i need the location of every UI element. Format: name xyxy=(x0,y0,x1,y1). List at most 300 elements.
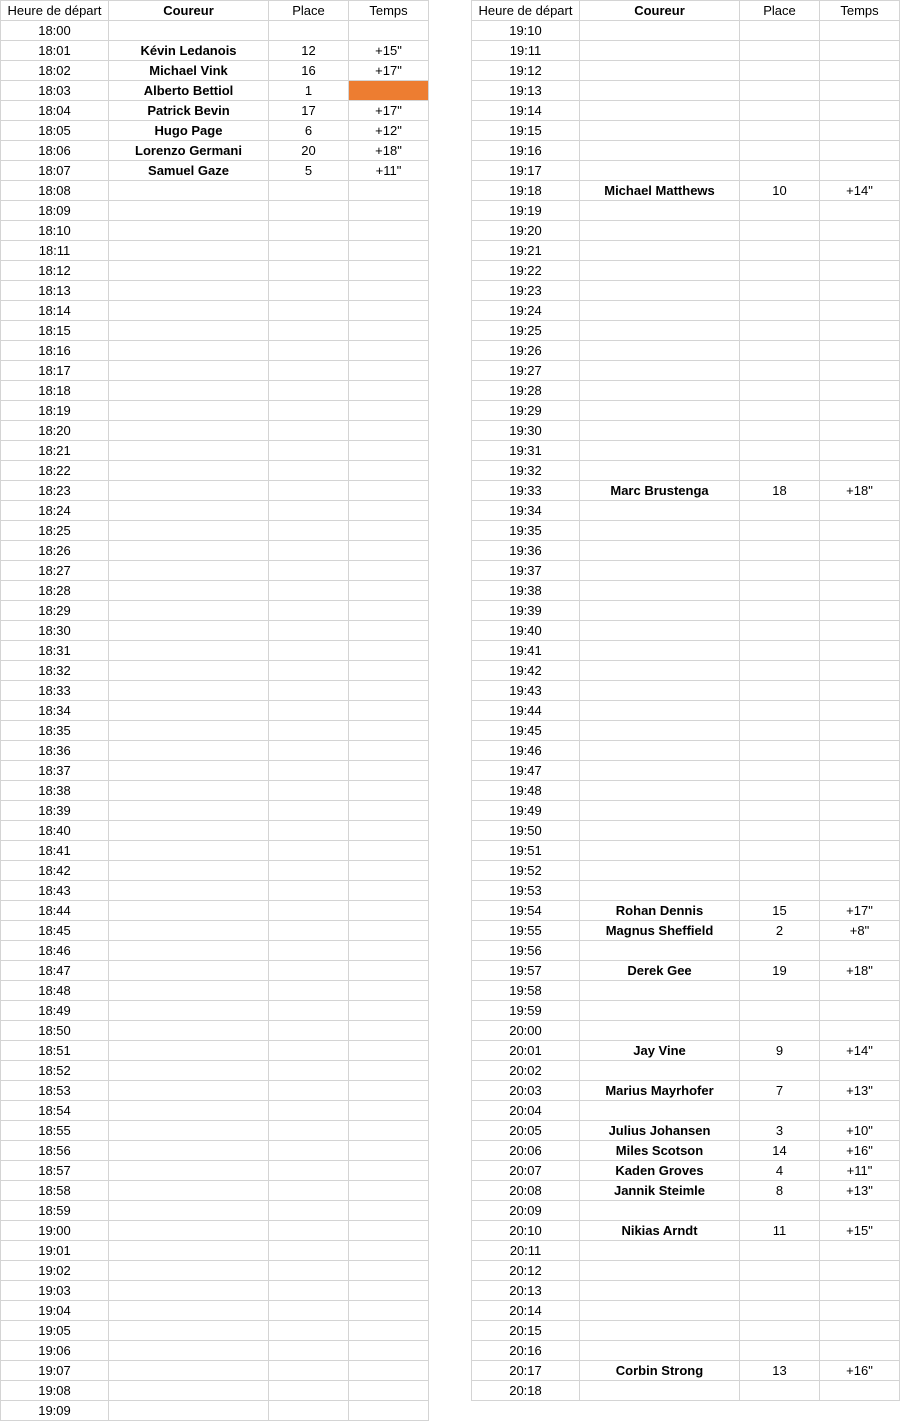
temps-cell[interactable] xyxy=(349,1221,429,1241)
time-cell[interactable]: 19:08 xyxy=(1,1381,109,1401)
place-cell[interactable] xyxy=(740,1341,820,1361)
temps-cell[interactable] xyxy=(820,41,900,61)
temps-cell[interactable] xyxy=(820,821,900,841)
time-cell[interactable]: 18:26 xyxy=(1,541,109,561)
temps-cell[interactable] xyxy=(820,601,900,621)
rider-cell[interactable] xyxy=(109,781,269,801)
time-cell[interactable]: 19:39 xyxy=(472,601,580,621)
place-cell[interactable] xyxy=(740,1301,820,1321)
place-cell[interactable] xyxy=(740,801,820,821)
time-cell[interactable]: 18:00 xyxy=(1,21,109,41)
temps-cell[interactable] xyxy=(349,741,429,761)
place-cell[interactable] xyxy=(269,941,349,961)
temps-cell[interactable] xyxy=(349,941,429,961)
temps-cell[interactable] xyxy=(349,1021,429,1041)
temps-cell[interactable] xyxy=(349,261,429,281)
time-cell[interactable]: 20:04 xyxy=(472,1101,580,1121)
rider-cell[interactable] xyxy=(580,121,740,141)
temps-cell[interactable] xyxy=(349,641,429,661)
place-cell[interactable] xyxy=(269,641,349,661)
temps-cell[interactable] xyxy=(820,841,900,861)
temps-cell[interactable] xyxy=(349,81,429,101)
rider-cell[interactable] xyxy=(580,501,740,521)
rider-cell[interactable] xyxy=(580,1341,740,1361)
place-cell[interactable] xyxy=(740,221,820,241)
time-cell[interactable]: 19:26 xyxy=(472,341,580,361)
rider-cell[interactable] xyxy=(109,561,269,581)
rider-cell[interactable] xyxy=(580,1281,740,1301)
place-cell[interactable] xyxy=(269,441,349,461)
temps-cell[interactable] xyxy=(349,721,429,741)
temps-cell[interactable] xyxy=(349,1001,429,1021)
rider-cell[interactable] xyxy=(109,681,269,701)
temps-cell[interactable] xyxy=(349,981,429,1001)
place-cell[interactable]: 16 xyxy=(269,61,349,81)
temps-cell[interactable] xyxy=(349,1401,429,1421)
rider-cell[interactable] xyxy=(580,341,740,361)
place-cell[interactable] xyxy=(269,901,349,921)
time-cell[interactable]: 18:01 xyxy=(1,41,109,61)
place-cell[interactable] xyxy=(269,1081,349,1101)
place-cell[interactable]: 15 xyxy=(740,901,820,921)
time-cell[interactable]: 19:52 xyxy=(472,861,580,881)
place-cell[interactable] xyxy=(269,1181,349,1201)
time-cell[interactable]: 19:11 xyxy=(472,41,580,61)
temps-cell[interactable] xyxy=(820,321,900,341)
time-cell[interactable]: 19:01 xyxy=(1,1241,109,1261)
place-cell[interactable] xyxy=(269,321,349,341)
temps-cell[interactable] xyxy=(820,141,900,161)
time-cell[interactable]: 19:29 xyxy=(472,401,580,421)
time-cell[interactable]: 18:48 xyxy=(1,981,109,1001)
rider-cell[interactable] xyxy=(109,401,269,421)
place-cell[interactable] xyxy=(269,921,349,941)
place-cell[interactable] xyxy=(740,1381,820,1401)
temps-cell[interactable] xyxy=(820,521,900,541)
rider-cell[interactable] xyxy=(580,21,740,41)
place-cell[interactable] xyxy=(740,741,820,761)
temps-cell[interactable] xyxy=(820,1101,900,1121)
place-cell[interactable] xyxy=(740,1001,820,1021)
time-cell[interactable]: 18:07 xyxy=(1,161,109,181)
time-cell[interactable]: 19:06 xyxy=(1,1341,109,1361)
temps-cell[interactable] xyxy=(349,1081,429,1101)
time-cell[interactable]: 19:40 xyxy=(472,621,580,641)
time-cell[interactable]: 18:18 xyxy=(1,381,109,401)
time-cell[interactable]: 20:11 xyxy=(472,1241,580,1261)
time-cell[interactable]: 18:49 xyxy=(1,1001,109,1021)
rider-cell[interactable] xyxy=(580,981,740,1001)
temps-cell[interactable] xyxy=(349,181,429,201)
time-cell[interactable]: 19:18 xyxy=(472,181,580,201)
place-cell[interactable] xyxy=(269,561,349,581)
time-cell[interactable]: 20:13 xyxy=(472,1281,580,1301)
temps-cell[interactable] xyxy=(349,841,429,861)
temps-cell[interactable] xyxy=(349,701,429,721)
time-cell[interactable]: 18:28 xyxy=(1,581,109,601)
rider-cell[interactable] xyxy=(580,821,740,841)
header-cell-place[interactable]: Place xyxy=(269,1,349,21)
temps-cell[interactable] xyxy=(820,261,900,281)
rider-cell[interactable]: Patrick Bevin xyxy=(109,101,269,121)
rider-cell[interactable] xyxy=(580,321,740,341)
rider-cell[interactable] xyxy=(580,241,740,261)
temps-cell[interactable] xyxy=(349,281,429,301)
rider-cell[interactable] xyxy=(580,1241,740,1261)
time-cell[interactable]: 19:48 xyxy=(472,781,580,801)
temps-cell[interactable] xyxy=(349,1101,429,1121)
temps-cell[interactable] xyxy=(820,401,900,421)
temps-cell[interactable]: +13" xyxy=(820,1181,900,1201)
time-cell[interactable]: 18:30 xyxy=(1,621,109,641)
temps-cell[interactable] xyxy=(349,1321,429,1341)
place-cell[interactable]: 18 xyxy=(740,481,820,501)
place-cell[interactable] xyxy=(740,321,820,341)
temps-cell[interactable]: +17" xyxy=(820,901,900,921)
place-cell[interactable]: 17 xyxy=(269,101,349,121)
temps-cell[interactable] xyxy=(349,501,429,521)
rider-cell[interactable] xyxy=(580,221,740,241)
temps-cell[interactable]: +10" xyxy=(820,1121,900,1141)
place-cell[interactable] xyxy=(740,1021,820,1041)
temps-cell[interactable] xyxy=(349,201,429,221)
place-cell[interactable] xyxy=(269,1041,349,1061)
rider-cell[interactable] xyxy=(580,401,740,421)
rider-cell[interactable] xyxy=(580,1061,740,1081)
rider-cell[interactable]: Corbin Strong xyxy=(580,1361,740,1381)
time-cell[interactable]: 18:50 xyxy=(1,1021,109,1041)
place-cell[interactable]: 10 xyxy=(740,181,820,201)
rider-cell[interactable] xyxy=(580,881,740,901)
rider-cell[interactable] xyxy=(109,201,269,221)
place-cell[interactable] xyxy=(740,701,820,721)
time-cell[interactable]: 20:05 xyxy=(472,1121,580,1141)
time-cell[interactable]: 18:16 xyxy=(1,341,109,361)
place-cell[interactable]: 4 xyxy=(740,1161,820,1181)
temps-cell[interactable] xyxy=(349,401,429,421)
temps-cell[interactable] xyxy=(820,861,900,881)
rider-cell[interactable] xyxy=(109,1141,269,1161)
place-cell[interactable] xyxy=(269,1341,349,1361)
place-cell[interactable] xyxy=(740,121,820,141)
place-cell[interactable] xyxy=(269,861,349,881)
time-cell[interactable]: 19:47 xyxy=(472,761,580,781)
place-cell[interactable] xyxy=(269,781,349,801)
time-cell[interactable]: 20:14 xyxy=(472,1301,580,1321)
rider-cell[interactable] xyxy=(580,581,740,601)
place-cell[interactable] xyxy=(269,1401,349,1421)
place-cell[interactable] xyxy=(269,1321,349,1341)
time-cell[interactable]: 19:43 xyxy=(472,681,580,701)
rider-cell[interactable] xyxy=(109,1161,269,1181)
rider-cell[interactable] xyxy=(109,1101,269,1121)
place-cell[interactable] xyxy=(269,1141,349,1161)
time-cell[interactable]: 19:53 xyxy=(472,881,580,901)
place-cell[interactable] xyxy=(740,101,820,121)
time-cell[interactable]: 19:17 xyxy=(472,161,580,181)
temps-cell[interactable] xyxy=(349,881,429,901)
time-cell[interactable]: 19:27 xyxy=(472,361,580,381)
temps-cell[interactable]: +15" xyxy=(349,41,429,61)
time-cell[interactable]: 19:46 xyxy=(472,741,580,761)
time-cell[interactable]: 19:38 xyxy=(472,581,580,601)
place-cell[interactable] xyxy=(740,881,820,901)
temps-cell[interactable] xyxy=(349,1041,429,1061)
place-cell[interactable] xyxy=(269,401,349,421)
temps-cell[interactable] xyxy=(820,121,900,141)
temps-cell[interactable] xyxy=(820,161,900,181)
temps-cell[interactable] xyxy=(349,601,429,621)
rider-cell[interactable] xyxy=(580,941,740,961)
time-cell[interactable]: 20:09 xyxy=(472,1201,580,1221)
place-cell[interactable] xyxy=(269,1221,349,1241)
place-cell[interactable] xyxy=(740,61,820,81)
rider-cell[interactable] xyxy=(580,1001,740,1021)
place-cell[interactable] xyxy=(269,421,349,441)
place-cell[interactable] xyxy=(740,821,820,841)
rider-cell[interactable] xyxy=(109,181,269,201)
place-cell[interactable] xyxy=(269,481,349,501)
rider-cell[interactable] xyxy=(109,661,269,681)
rider-cell[interactable] xyxy=(109,241,269,261)
temps-cell[interactable]: +16" xyxy=(820,1361,900,1381)
time-cell[interactable]: 18:13 xyxy=(1,281,109,301)
time-cell[interactable]: 18:25 xyxy=(1,521,109,541)
time-cell[interactable]: 18:54 xyxy=(1,1101,109,1121)
temps-cell[interactable] xyxy=(349,421,429,441)
temps-cell[interactable]: +8" xyxy=(820,921,900,941)
place-cell[interactable] xyxy=(740,761,820,781)
place-cell[interactable] xyxy=(740,621,820,641)
time-cell[interactable]: 20:07 xyxy=(472,1161,580,1181)
place-cell[interactable] xyxy=(269,1361,349,1381)
time-cell[interactable]: 18:02 xyxy=(1,61,109,81)
time-cell[interactable]: 19:57 xyxy=(472,961,580,981)
place-cell[interactable] xyxy=(740,341,820,361)
place-cell[interactable] xyxy=(740,721,820,741)
time-cell[interactable]: 19:05 xyxy=(1,1321,109,1341)
time-cell[interactable]: 18:45 xyxy=(1,921,109,941)
rider-cell[interactable] xyxy=(109,441,269,461)
temps-cell[interactable]: +17" xyxy=(349,101,429,121)
rider-cell[interactable] xyxy=(109,301,269,321)
place-cell[interactable] xyxy=(269,961,349,981)
rider-cell[interactable] xyxy=(580,661,740,681)
rider-cell[interactable] xyxy=(109,1221,269,1241)
time-cell[interactable]: 20:18 xyxy=(472,1381,580,1401)
temps-cell[interactable] xyxy=(349,381,429,401)
time-cell[interactable]: 18:19 xyxy=(1,401,109,421)
temps-cell[interactable] xyxy=(349,1301,429,1321)
time-cell[interactable]: 19:37 xyxy=(472,561,580,581)
rider-cell[interactable] xyxy=(109,1001,269,1021)
temps-cell[interactable] xyxy=(349,481,429,501)
time-cell[interactable]: 19:20 xyxy=(472,221,580,241)
rider-cell[interactable] xyxy=(580,1261,740,1281)
rider-cell[interactable] xyxy=(580,1381,740,1401)
rider-cell[interactable] xyxy=(580,261,740,281)
rider-cell[interactable]: Marius Mayrhofer xyxy=(580,1081,740,1101)
rider-cell[interactable] xyxy=(109,881,269,901)
rider-cell[interactable]: Magnus Sheffield xyxy=(580,921,740,941)
rider-cell[interactable] xyxy=(580,1301,740,1321)
time-cell[interactable]: 19:25 xyxy=(472,321,580,341)
time-cell[interactable]: 18:12 xyxy=(1,261,109,281)
place-cell[interactable] xyxy=(740,301,820,321)
place-cell[interactable] xyxy=(740,541,820,561)
time-cell[interactable]: 20:12 xyxy=(472,1261,580,1281)
rider-cell[interactable] xyxy=(109,601,269,621)
rider-cell[interactable] xyxy=(580,161,740,181)
rider-cell[interactable]: Michael Vink xyxy=(109,61,269,81)
rider-cell[interactable]: Kaden Groves xyxy=(580,1161,740,1181)
rider-cell[interactable] xyxy=(580,41,740,61)
time-cell[interactable]: 18:47 xyxy=(1,961,109,981)
temps-cell[interactable] xyxy=(820,501,900,521)
temps-cell[interactable] xyxy=(349,581,429,601)
time-cell[interactable]: 18:05 xyxy=(1,121,109,141)
place-cell[interactable]: 14 xyxy=(740,1141,820,1161)
temps-cell[interactable] xyxy=(820,1241,900,1261)
time-cell[interactable]: 18:23 xyxy=(1,481,109,501)
temps-cell[interactable] xyxy=(820,741,900,761)
rider-cell[interactable] xyxy=(580,141,740,161)
time-cell[interactable]: 20:01 xyxy=(472,1041,580,1061)
temps-cell[interactable] xyxy=(349,1261,429,1281)
place-cell[interactable] xyxy=(740,381,820,401)
rider-cell[interactable]: Lorenzo Germani xyxy=(109,141,269,161)
rider-cell[interactable] xyxy=(580,1201,740,1221)
rider-cell[interactable] xyxy=(580,801,740,821)
rider-cell[interactable] xyxy=(109,1081,269,1101)
place-cell[interactable] xyxy=(740,261,820,281)
time-cell[interactable]: 18:20 xyxy=(1,421,109,441)
place-cell[interactable] xyxy=(269,521,349,541)
place-cell[interactable] xyxy=(269,1381,349,1401)
place-cell[interactable] xyxy=(740,521,820,541)
place-cell[interactable]: 2 xyxy=(740,921,820,941)
rider-cell[interactable] xyxy=(580,541,740,561)
time-cell[interactable]: 19:34 xyxy=(472,501,580,521)
place-cell[interactable] xyxy=(269,601,349,621)
place-cell[interactable] xyxy=(740,581,820,601)
time-cell[interactable]: 19:31 xyxy=(472,441,580,461)
temps-cell[interactable] xyxy=(349,661,429,681)
temps-cell[interactable]: +13" xyxy=(820,1081,900,1101)
rider-cell[interactable]: Samuel Gaze xyxy=(109,161,269,181)
place-cell[interactable] xyxy=(740,141,820,161)
place-cell[interactable] xyxy=(269,1001,349,1021)
rider-cell[interactable] xyxy=(109,1381,269,1401)
rider-cell[interactable] xyxy=(109,341,269,361)
rider-cell[interactable] xyxy=(109,1021,269,1041)
temps-cell[interactable] xyxy=(820,541,900,561)
temps-cell[interactable]: +11" xyxy=(349,161,429,181)
rider-cell[interactable] xyxy=(109,721,269,741)
place-cell[interactable] xyxy=(269,1241,349,1261)
rider-cell[interactable] xyxy=(109,261,269,281)
time-cell[interactable]: 19:23 xyxy=(472,281,580,301)
time-cell[interactable]: 20:15 xyxy=(472,1321,580,1341)
rider-cell[interactable] xyxy=(109,1361,269,1381)
rider-cell[interactable] xyxy=(580,381,740,401)
rider-cell[interactable]: Marc Brustenga xyxy=(580,481,740,501)
place-cell[interactable] xyxy=(269,661,349,681)
place-cell[interactable]: 6 xyxy=(269,121,349,141)
temps-cell[interactable] xyxy=(349,681,429,701)
header-cell-time[interactable]: Heure de départ xyxy=(472,1,580,21)
rider-cell[interactable] xyxy=(580,561,740,581)
rider-cell[interactable] xyxy=(109,641,269,661)
place-cell[interactable] xyxy=(740,241,820,261)
rider-cell[interactable] xyxy=(109,1201,269,1221)
place-cell[interactable] xyxy=(269,721,349,741)
temps-cell[interactable] xyxy=(349,341,429,361)
time-cell[interactable]: 18:56 xyxy=(1,1141,109,1161)
time-cell[interactable]: 18:55 xyxy=(1,1121,109,1141)
time-cell[interactable]: 20:17 xyxy=(472,1361,580,1381)
place-cell[interactable]: 12 xyxy=(269,41,349,61)
place-cell[interactable] xyxy=(740,201,820,221)
time-cell[interactable]: 18:38 xyxy=(1,781,109,801)
temps-cell[interactable] xyxy=(820,981,900,1001)
rider-cell[interactable] xyxy=(580,601,740,621)
rider-cell[interactable]: Hugo Page xyxy=(109,121,269,141)
time-cell[interactable]: 18:14 xyxy=(1,301,109,321)
temps-cell[interactable] xyxy=(349,521,429,541)
temps-cell[interactable] xyxy=(349,861,429,881)
rider-cell[interactable] xyxy=(580,781,740,801)
rider-cell[interactable] xyxy=(109,621,269,641)
place-cell[interactable] xyxy=(740,561,820,581)
temps-cell[interactable] xyxy=(820,301,900,321)
place-cell[interactable]: 1 xyxy=(269,81,349,101)
temps-cell[interactable] xyxy=(820,801,900,821)
time-cell[interactable]: 19:22 xyxy=(472,261,580,281)
temps-cell[interactable] xyxy=(349,1121,429,1141)
temps-cell[interactable] xyxy=(349,561,429,581)
time-cell[interactable]: 19:09 xyxy=(1,1401,109,1421)
time-cell[interactable]: 19:42 xyxy=(472,661,580,681)
place-cell[interactable] xyxy=(269,241,349,261)
temps-cell[interactable] xyxy=(820,81,900,101)
place-cell[interactable] xyxy=(740,841,820,861)
place-cell[interactable] xyxy=(740,941,820,961)
place-cell[interactable] xyxy=(740,1281,820,1301)
time-cell[interactable]: 19:28 xyxy=(472,381,580,401)
place-cell[interactable] xyxy=(269,1281,349,1301)
rider-cell[interactable] xyxy=(109,1041,269,1061)
time-cell[interactable]: 18:35 xyxy=(1,721,109,741)
place-cell[interactable] xyxy=(740,361,820,381)
temps-cell[interactable] xyxy=(820,721,900,741)
place-cell[interactable] xyxy=(740,661,820,681)
time-cell[interactable]: 18:43 xyxy=(1,881,109,901)
place-cell[interactable] xyxy=(269,621,349,641)
time-cell[interactable]: 18:34 xyxy=(1,701,109,721)
time-cell[interactable]: 19:04 xyxy=(1,1301,109,1321)
time-cell[interactable]: 20:08 xyxy=(472,1181,580,1201)
rider-cell[interactable] xyxy=(109,501,269,521)
temps-cell[interactable] xyxy=(820,221,900,241)
place-cell[interactable] xyxy=(740,981,820,1001)
rider-cell[interactable] xyxy=(109,1261,269,1281)
place-cell[interactable] xyxy=(740,1201,820,1221)
time-cell[interactable]: 18:22 xyxy=(1,461,109,481)
time-cell[interactable]: 19:51 xyxy=(472,841,580,861)
time-cell[interactable]: 19:41 xyxy=(472,641,580,661)
rider-cell[interactable] xyxy=(580,681,740,701)
